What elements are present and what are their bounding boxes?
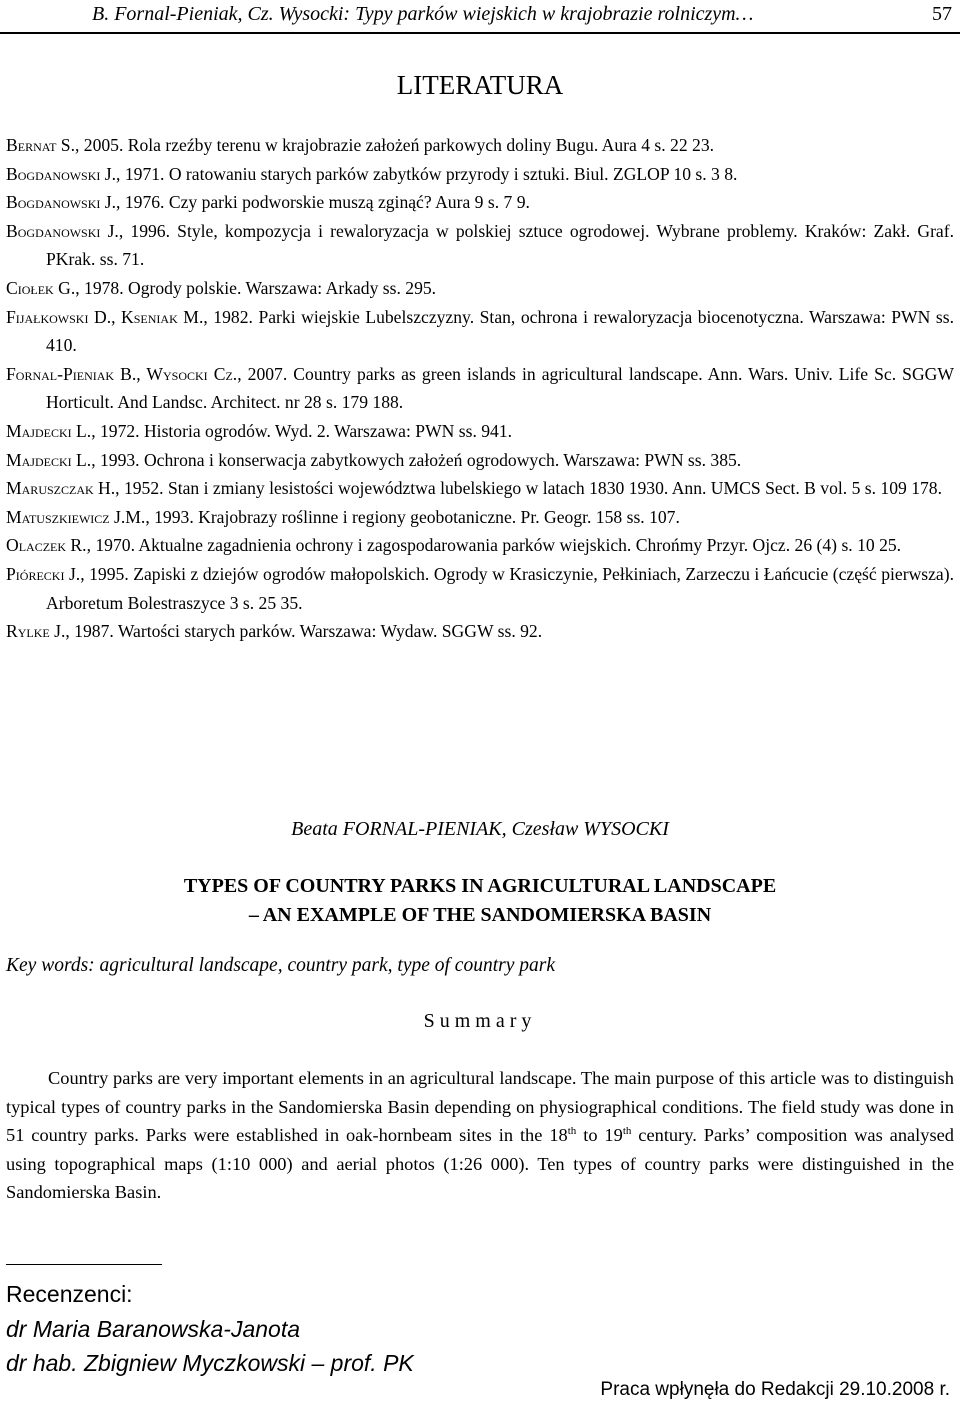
bibliography-entry xyxy=(6,160,954,189)
superscript-th: th xyxy=(567,1124,577,1137)
summary-text: century. Parks’ composition was analysed using topographical maps (1:10 000) and aerial photos (1:26 000). Ten types of country parks were distinguished in the Sandomierska Basin. xyxy=(6,1125,954,1202)
entry-text: , 1982. Parki wiejskie Lubelszczyzny. Stan, ochrona i rewaloryzacja biocenotyczna. Warszawa: PWN ss. 410. xyxy=(46,306,955,356)
entry-text: , 1993. Ochrona i konserwacja zabytkowych założeń ogrodowych. Warszawa: PWN ss. 385. xyxy=(91,449,742,470)
entry-text: , 1971. O ratowaniu starych parków zabytków przyrody i sztuki. Biul. ZGLOP 10 s. 3 8. xyxy=(116,163,738,184)
entry-author: Bogdanowski J. xyxy=(6,192,117,213)
bibliography-list xyxy=(6,131,954,646)
running-head-title: B. Fornal-Pieniak, Cz. Wysocki: Typy parków wiejskich w krajobrazie rolniczym… xyxy=(92,3,754,25)
bibliography-entry xyxy=(6,131,954,160)
bibliography-entry xyxy=(6,417,954,446)
bibliography-entry xyxy=(6,446,954,475)
summary-paragraph xyxy=(6,1064,954,1207)
entry-author: Bernat S. xyxy=(6,135,75,155)
entry-author: Majdecki L. xyxy=(6,449,92,470)
entry-author: Bogdanowski J. xyxy=(6,163,117,184)
running-head xyxy=(92,3,952,29)
entry-author: Fijałkowski D., Kseniak M. xyxy=(6,306,204,327)
entry-text: , 2005. Rola rzeźby terenu w krajobrazie założeń parkowych doliny Bugu. Aura 4 s. 22 23. xyxy=(74,135,715,155)
bibliography-entry xyxy=(6,360,954,417)
entry-author: Maruszczak H. xyxy=(6,478,116,499)
entry-text: , 1972. Historia ogrodów. Wyd. 2. Warszawa: PWN ss. 941. xyxy=(91,420,513,441)
bibliography-entry xyxy=(6,560,954,617)
reviewers-label: Recenzenci: xyxy=(6,1281,133,1307)
entry-text: , 2007. Country parks as green islands in agricultural landscape. Ann. Wars. Univ. Life Sc. SGGW Horticult. And Landsc. Architect. nr 28 s. 179 188. xyxy=(46,363,954,413)
summary-text: Country parks are very important elements in an agricultural landscape. The main purpose of this article was to distinguish typical types of country parks in the Sandomierska Basin depending on physiographical conditions. The field study was done in 51 country parks. Parks were established in oak-hornbeam sites in the 18 xyxy=(6,1068,954,1145)
entry-author: Ciołek G. xyxy=(6,277,76,298)
entry-author: Majdecki L. xyxy=(6,420,92,441)
page-number: 57 xyxy=(932,3,952,25)
english-title-line-2: – AN EXAMPLE OF THE SANDOMIERSKA BASIN xyxy=(248,904,712,926)
entry-text: , 1996. Style, kompozycja i rewaloryzacja w polskiej sztuce ogrodowej. Wybrane problemy. Kraków: Zakł. Graf. PKrak. ss. 71. xyxy=(46,220,955,270)
bibliography-entry xyxy=(6,303,954,360)
entry-author: Matuszkiewicz J.M. xyxy=(6,506,146,527)
keywords: Key words: agricultural landscape, country park, type of country park xyxy=(6,955,555,976)
entry-text: , 1970. Aktualne zagadnienia ochrony i zagospodarowania parków wiejskich. Chrońmy Przyr. Ojcz. 26 (4) s. 10 25. xyxy=(86,535,902,556)
entry-author: Rylke J. xyxy=(6,621,66,642)
bibliography-entry xyxy=(6,274,954,303)
bibliography-entry xyxy=(6,617,954,646)
literature-heading: LITERATURA xyxy=(396,70,564,100)
superscript-th: th xyxy=(622,1124,632,1137)
header-rule xyxy=(0,32,960,34)
bibliography-entry xyxy=(6,531,954,560)
bibliography-entry xyxy=(6,188,954,217)
entry-text: , 1993. Krajobrazy roślinne i regiony geobotaniczne. Pr. Geogr. 158 ss. 107. xyxy=(145,506,680,527)
summary-heading: Summary xyxy=(423,1010,537,1032)
entry-text: , 1952. Stan i zmiany lesistości województwa lubelskiego w latach 1830 1930. Ann. UMCS Sect. B vol. 5 s. 109 178. xyxy=(115,478,942,499)
bibliography-entry xyxy=(6,503,954,532)
entry-author: Olaczek R. xyxy=(6,535,87,556)
english-title xyxy=(0,872,960,930)
bibliography-entry xyxy=(6,217,954,274)
summary-text: to 19 xyxy=(576,1125,623,1145)
entry-text: , 1987. Wartości starych parków. Warszawa: Wydaw. SGGW ss. 92. xyxy=(65,621,543,642)
reviewer-name: dr Maria Baranowska-Janota xyxy=(6,1316,301,1342)
english-title-line-1: TYPES OF COUNTRY PARKS IN AGRICULTURAL LANDSCAPE xyxy=(183,875,777,897)
received-date: Praca wpłynęła do Redakcji 29.10.2008 r. xyxy=(600,1379,950,1400)
footnote-rule xyxy=(6,1264,162,1265)
entry-text: , 1995. Zapiski z dziejów ogrodów małopolskich. Ogrody w Krasiczynie, Pełkiniach, Zarzeczu i Łańcucie (część pierwsza). Arboretum Bolestraszyce 3 s. 25 35. xyxy=(46,563,955,613)
reviewer-name: dr hab. Zbigniew Myczkowski – prof. PK xyxy=(6,1350,414,1376)
bibliography-entry xyxy=(6,474,954,503)
entry-author: Piórecki J. xyxy=(6,563,81,584)
entry-author: Bogdanowski J. xyxy=(6,220,119,241)
entry-text: , 1978. Ogrody polskie. Warszawa: Arkady ss. 295. xyxy=(75,277,437,298)
entry-text: , 1976. Czy parki podworskie muszą zginąć? Aura 9 s. 7 9. xyxy=(116,192,530,213)
abstract-authors: Beata FORNAL-PIENIAK, Czesław WYSOCKI xyxy=(291,818,669,840)
entry-author: Fornal-Pieniak B., Wysocki Cz. xyxy=(6,363,238,384)
